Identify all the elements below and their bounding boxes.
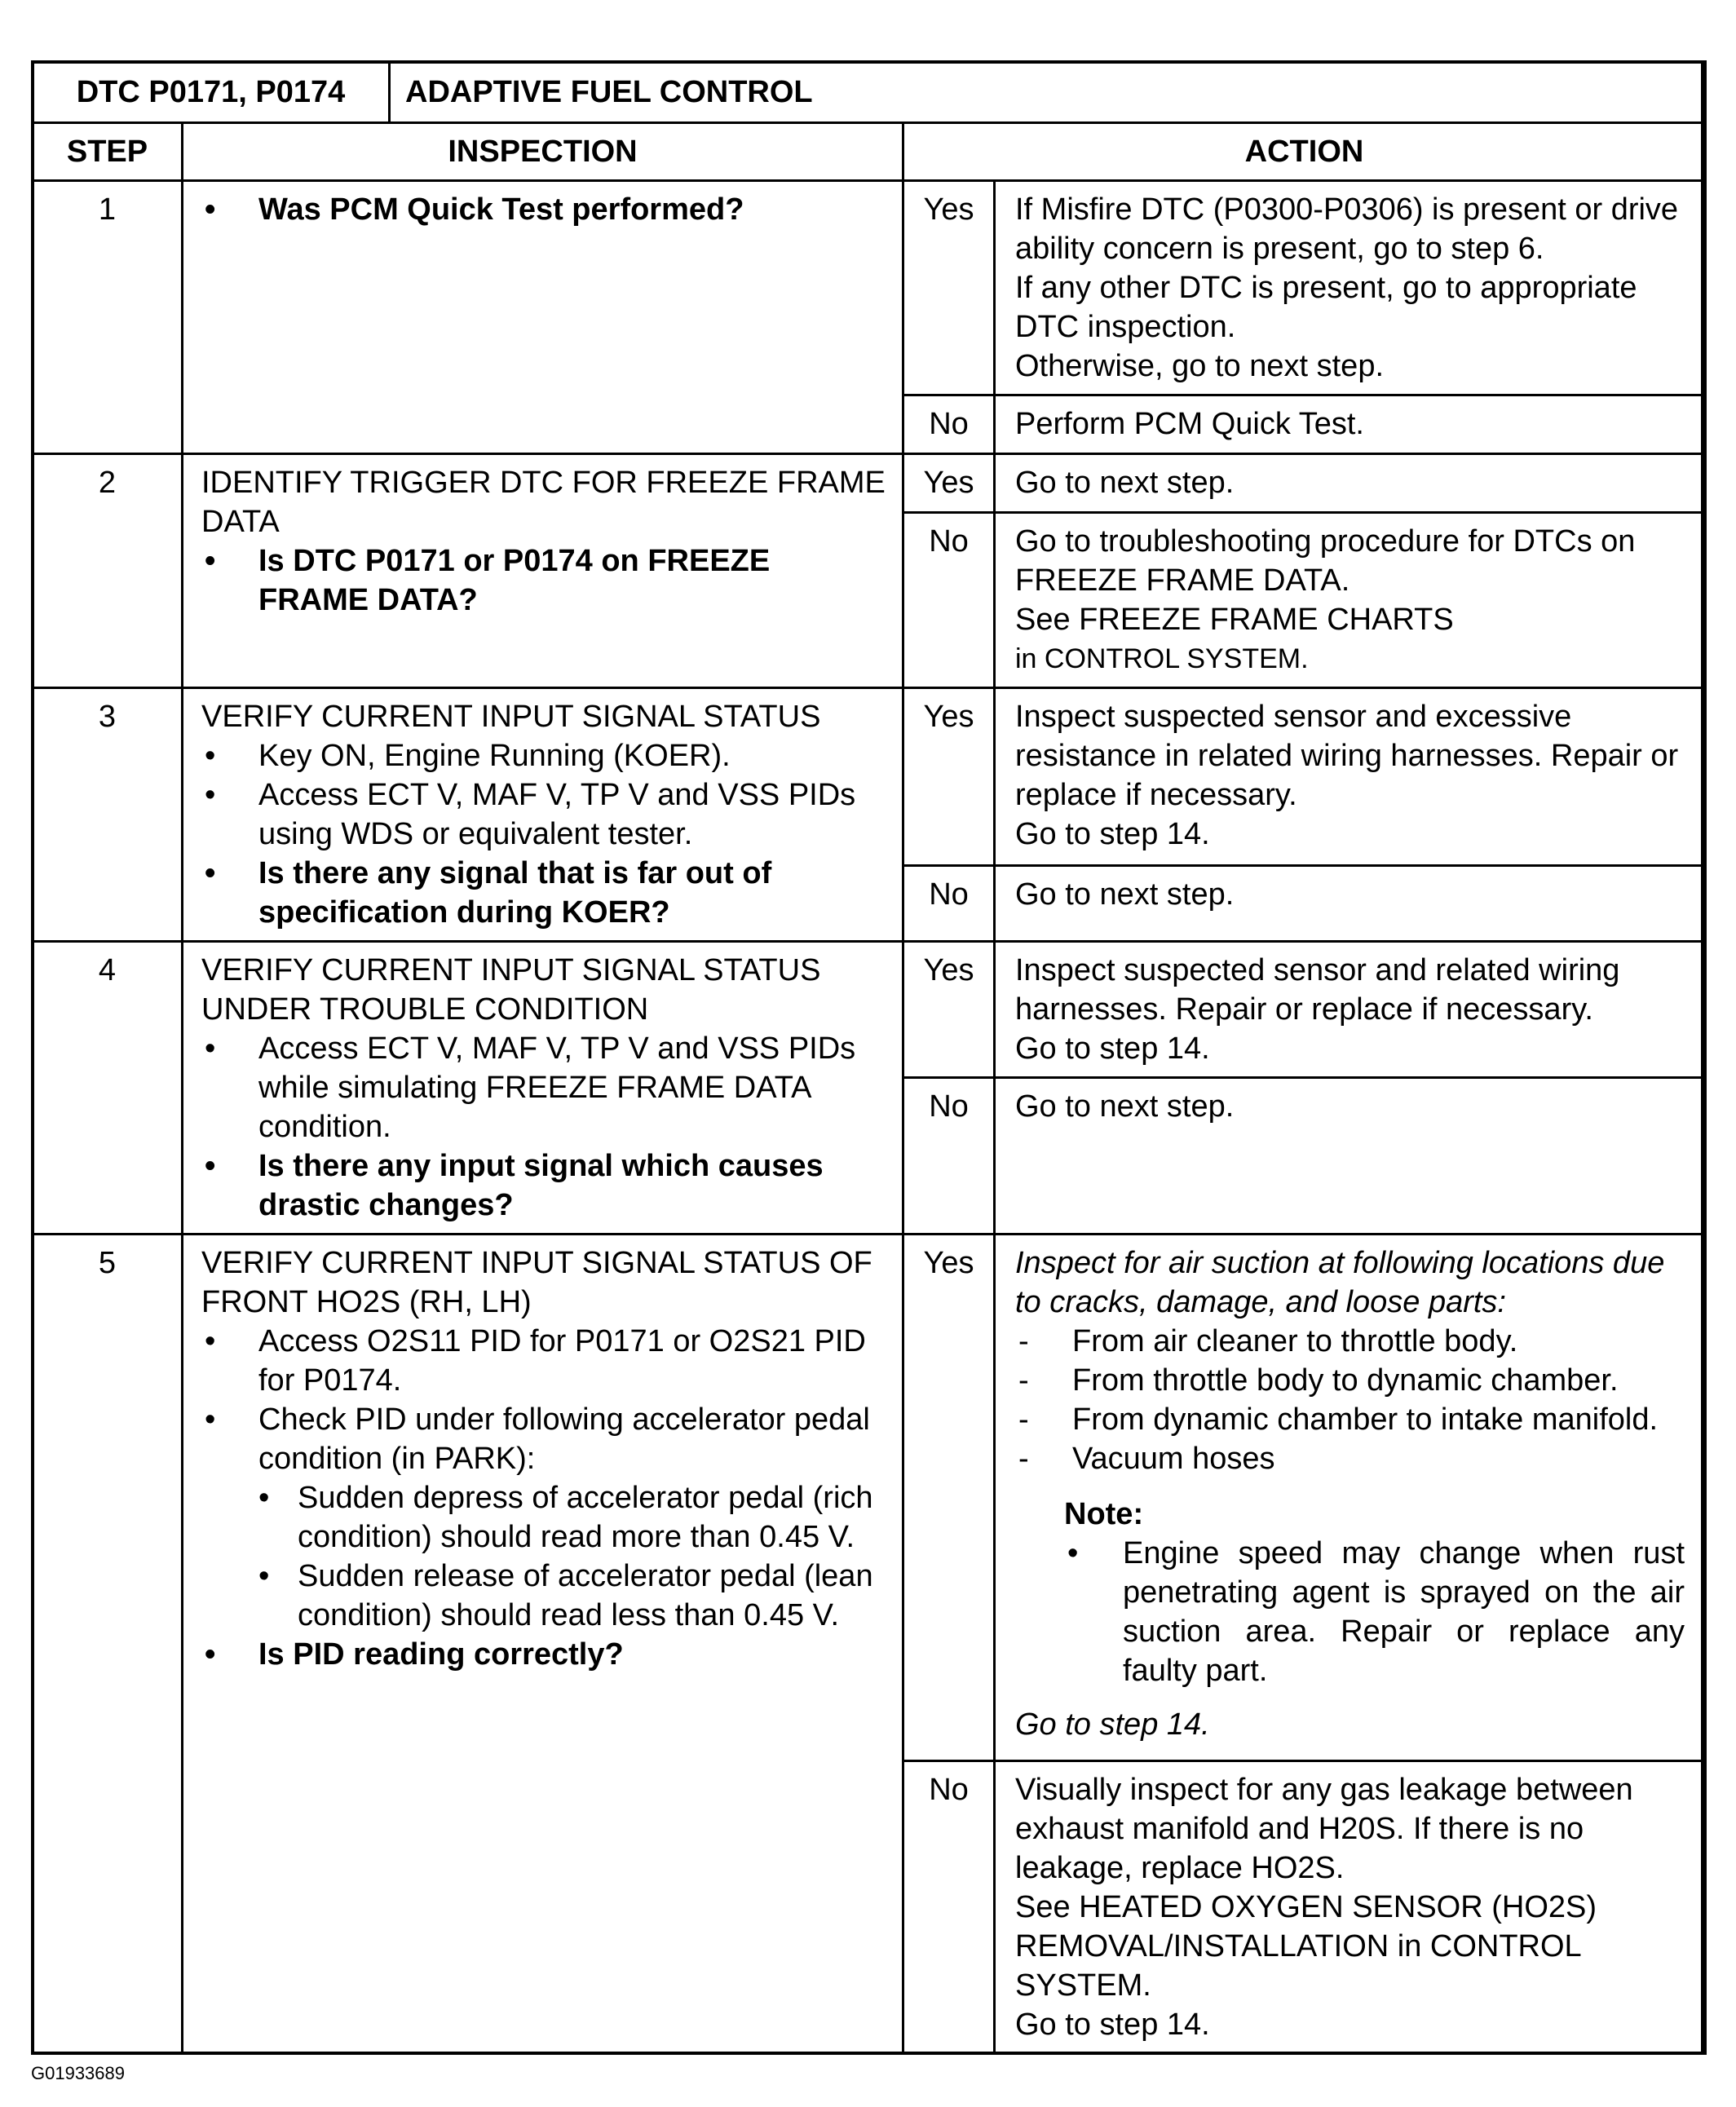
inspection-heading: VERIFY CURRENT INPUT SIGNAL STATUS — [201, 700, 821, 734]
location-item: - From dynamic chamber to intake manifold. — [1015, 1400, 1696, 1439]
inspection-table — [31, 60, 1707, 2055]
dtc-inspection-chart — [31, 60, 1704, 2055]
action-line: Visually inspect for any gas leakage between exhaust manifold and H20S. If there is no leakage, replace HO2S. — [1015, 1773, 1633, 1885]
location-item: - Vacuum hoses — [1015, 1439, 1696, 1478]
yes-label: Yes — [903, 454, 995, 513]
action-line: Inspect suspected sensor and related wiring harnesses. Repair or replace if necessary. — [1015, 953, 1620, 1027]
yes-label: Yes — [903, 942, 995, 1078]
figure-id: G01933689 — [31, 2063, 125, 2083]
action-line: Go to step 14. — [1015, 2008, 1210, 2042]
inspection-sub-bullet: • Sudden release of accelerator pedal (lean condition) should read less than 0.45 V. — [258, 1557, 886, 1635]
step-3-yes-action — [995, 688, 1706, 866]
step-2-inspection — [183, 454, 903, 688]
action-line: Go to troubleshooting procedure for DTCs on FREEZE FRAME DATA. — [1015, 524, 1636, 598]
action-line: Perform PCM Quick Test. — [1015, 407, 1364, 441]
note-block — [1064, 1495, 1696, 1690]
inspection-question: • Was PCM Quick Test performed? — [201, 190, 886, 229]
step-number: 4 — [33, 942, 183, 1235]
inspection-bullet: • Key ON, Engine Running (KOER). — [201, 736, 886, 775]
step-2-yes-action — [995, 454, 1706, 513]
location-item: - From air cleaner to throttle body. — [1015, 1322, 1696, 1361]
inspection-question: • Is there any signal that is far out of specification during KOER? — [201, 854, 886, 932]
action-line: See FREEZE FRAME CHARTS — [1015, 603, 1454, 637]
step-4-no-action — [995, 1078, 1706, 1235]
step-3-no-action — [995, 865, 1706, 941]
action-line: Go to next step. — [1015, 1089, 1235, 1124]
step-4-yes-action — [995, 942, 1706, 1078]
inspection-question: • Is there any input signal which causes drastic changes? — [201, 1146, 886, 1225]
yes-label: Yes — [903, 181, 995, 395]
inspection-question: • Is PID reading correctly? — [201, 1635, 886, 1674]
step-2-no-action — [995, 513, 1706, 688]
action-line: Go to next step. — [1015, 877, 1235, 912]
inspection-heading: VERIFY CURRENT INPUT SIGNAL STATUS OF FRONT HO2S (RH, LH) — [201, 1246, 872, 1319]
no-label: No — [903, 1078, 995, 1235]
step-5-yes-action — [995, 1235, 1706, 1761]
inspection-bullet: • Access O2S11 PID for P0171 or O2S21 PID for P0174. — [201, 1322, 886, 1400]
chart-title: ADAPTIVE FUEL CONTROL — [390, 62, 1706, 123]
step-number: 1 — [33, 181, 183, 454]
column-header-row — [33, 123, 1706, 181]
yes-label: Yes — [903, 1235, 995, 1761]
yes-label: Yes — [903, 688, 995, 866]
action-line: Inspect suspected sensor and excessive resistance in related wiring harnesses. Repair or replace if necessary. — [1015, 700, 1679, 812]
title-row — [33, 62, 1706, 123]
dtc-codes: DTC P0171, P0174 — [33, 62, 390, 123]
inspection-column-header: INSPECTION — [183, 123, 903, 181]
no-label: No — [903, 1761, 995, 2054]
step-row-2-yes — [33, 454, 1706, 513]
inspection-question: • Is DTC P0171 or P0174 on FREEZE FRAME DATA? — [201, 541, 886, 620]
action-line: If any other DTC is present, go to appropriate DTC inspection. — [1015, 271, 1637, 344]
step-row-5-yes — [33, 1235, 1706, 1761]
inspection-bullet-text: Check PID under following accelerator pedal condition (in PARK): — [258, 1402, 870, 1476]
step-1-yes-action — [995, 181, 1706, 395]
action-line: See HEATED OXYGEN SENSOR (HO2S) REMOVAL/INSTALLATION in CONTROL SYSTEM. — [1015, 1890, 1597, 2003]
step-5-no-action — [995, 1761, 1706, 2054]
action-line: Go to step 14. — [1015, 817, 1210, 851]
action-goto: Go to step 14. — [1015, 1707, 1210, 1742]
step-4-inspection — [183, 942, 903, 1235]
step-number: 3 — [33, 688, 183, 942]
step-column-header: STEP — [33, 123, 183, 181]
inspection-heading: IDENTIFY TRIGGER DTC FOR FREEZE FRAME DATA — [201, 466, 886, 539]
note-title: Note: — [1064, 1497, 1144, 1531]
note-text: • Engine speed may change when rust penetrating agent is sprayed on the air suction area. Repair or replace any faulty part. — [1064, 1534, 1696, 1690]
action-column-header: ACTION — [903, 123, 1706, 181]
step-5-inspection — [183, 1235, 903, 2054]
step-row-3-yes — [33, 688, 1706, 866]
action-line: in CONTROL SYSTEM. — [1015, 643, 1309, 674]
step-1-inspection — [183, 181, 903, 454]
inspection-bullet — [201, 1400, 886, 1635]
inspection-bullet: • Access ECT V, MAF V, TP V and VSS PIDs using WDS or equivalent tester. — [201, 775, 886, 854]
inspection-bullet: • Access ECT V, MAF V, TP V and VSS PIDs while simulating FREEZE FRAME DATA condition. — [201, 1029, 886, 1146]
no-label: No — [903, 395, 995, 454]
action-intro: Inspect for air suction at following locations due to cracks, damage, and loose parts: — [1015, 1246, 1665, 1319]
no-label: No — [903, 865, 995, 941]
inspection-heading: VERIFY CURRENT INPUT SIGNAL STATUS UNDER TROUBLE CONDITION — [201, 953, 821, 1027]
inspection-sub-bullet: • Sudden depress of accelerator pedal (rich condition) should read more than 0.45 V. — [258, 1478, 886, 1557]
action-line: Go to step 14. — [1015, 1031, 1210, 1066]
step-row-1-yes — [33, 181, 1706, 395]
suction-location-list — [1015, 1322, 1696, 1478]
step-number: 5 — [33, 1235, 183, 2054]
action-line: Otherwise, go to next step. — [1015, 349, 1385, 383]
action-line: If Misfire DTC (P0300-P0306) is present or drive ability concern is present, go to step 6. — [1015, 192, 1679, 266]
step-number: 2 — [33, 454, 183, 688]
step-row-4-yes — [33, 942, 1706, 1078]
action-line: Go to next step. — [1015, 466, 1235, 500]
no-label: No — [903, 513, 995, 688]
location-item: - From throttle body to dynamic chamber. — [1015, 1361, 1696, 1400]
step-1-no-action — [995, 395, 1706, 454]
step-3-inspection — [183, 688, 903, 942]
